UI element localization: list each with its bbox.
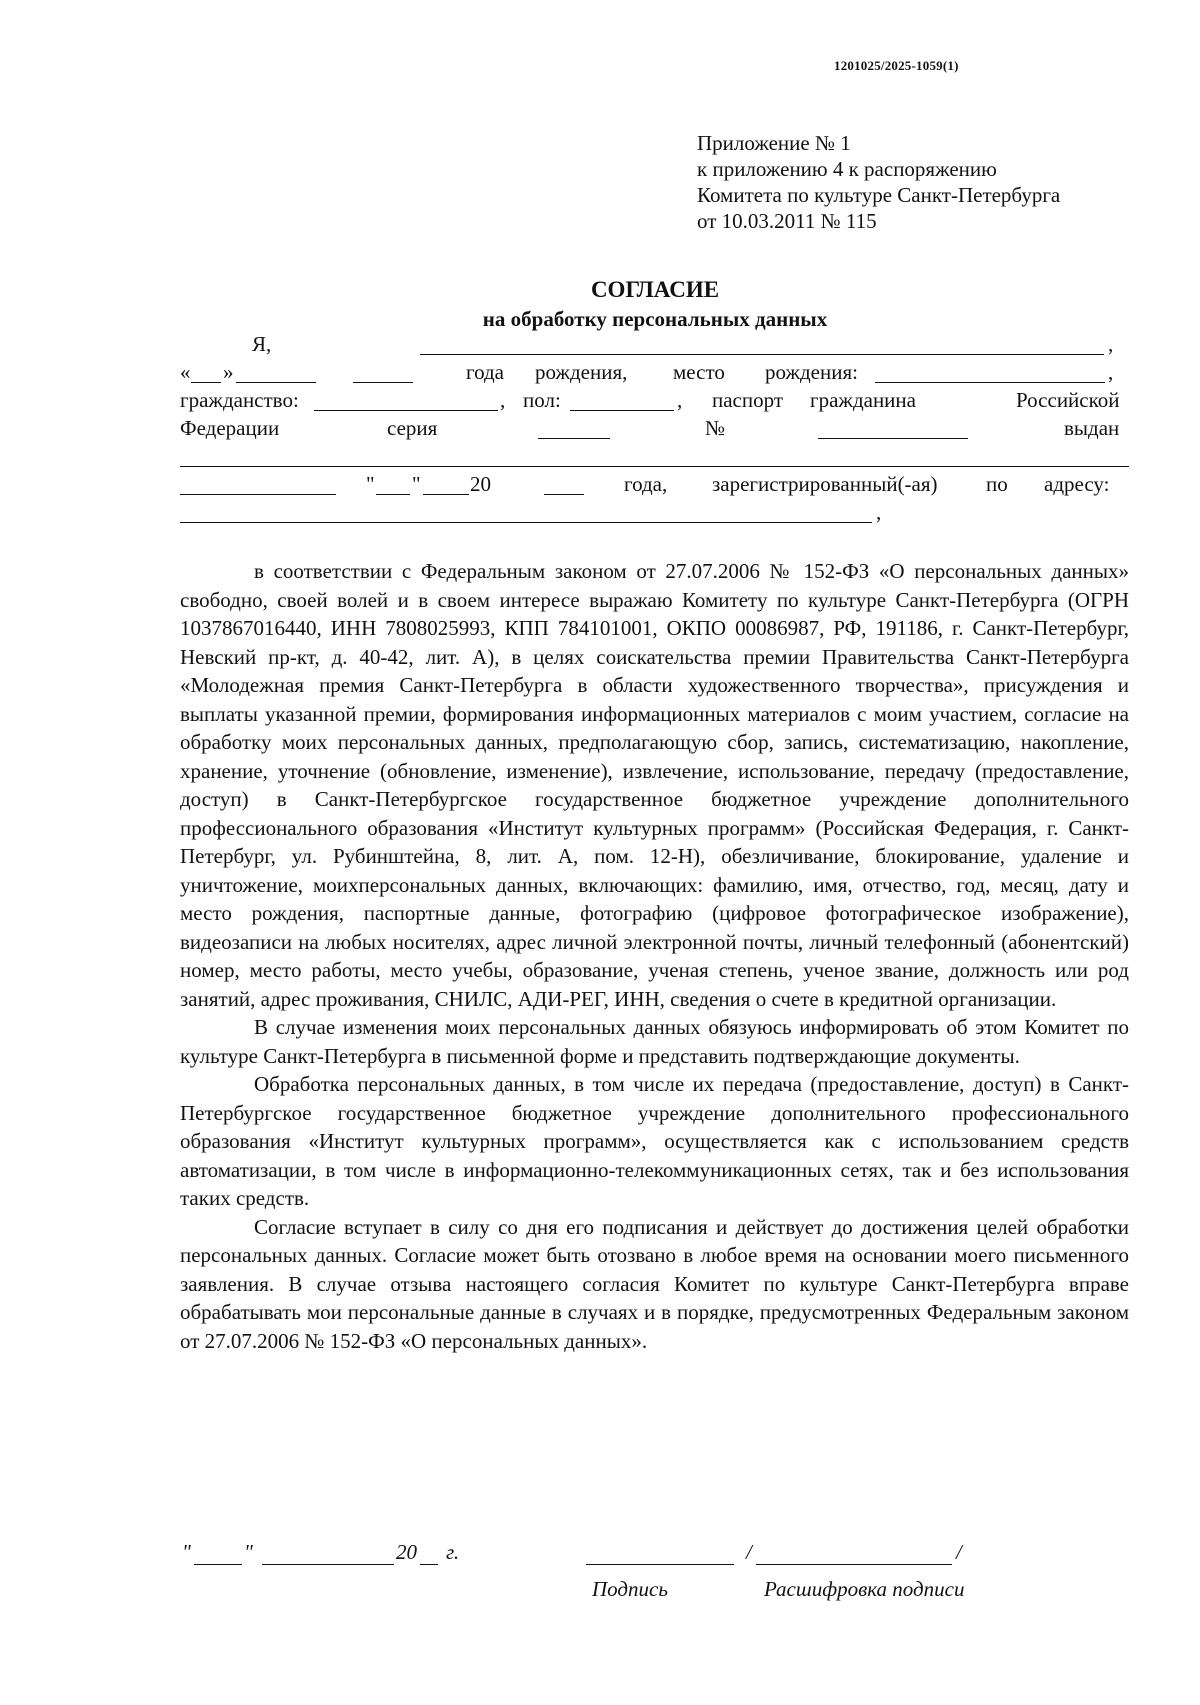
signature-transcript-field[interactable] bbox=[756, 1544, 952, 1565]
comma: , bbox=[1108, 360, 1114, 384]
passport-label: паспорт bbox=[712, 388, 784, 412]
citizenship-label: гражданство: bbox=[180, 388, 299, 412]
signature-field[interactable] bbox=[586, 1544, 734, 1565]
goda-label: года bbox=[466, 360, 504, 384]
issue-month-field[interactable] bbox=[423, 474, 469, 495]
sign-year-field[interactable] bbox=[420, 1544, 438, 1565]
federation-label: Федерации bbox=[180, 416, 280, 440]
sex-label: пол: bbox=[523, 388, 561, 412]
comma: , bbox=[677, 388, 683, 412]
paragraph: В случае изменения моих персональных данных обязуюсь информировать об этом Комитет по культуре Санкт-Петербурга в письменной форме и представить подтверждающие документы. bbox=[180, 1015, 1129, 1068]
slash: / bbox=[746, 1540, 752, 1564]
full-name-field[interactable] bbox=[420, 334, 1104, 355]
appendix-line: к приложению 4 к распоряжению bbox=[697, 157, 997, 181]
comma: , bbox=[1108, 332, 1114, 356]
russian-label: Российской bbox=[1016, 388, 1120, 412]
birth-place-label: рождения: bbox=[765, 360, 858, 384]
quote-mark: " bbox=[244, 1540, 253, 1564]
consent-body bbox=[180, 557, 1129, 1355]
comma: , bbox=[876, 500, 882, 524]
place-label: место bbox=[673, 360, 725, 384]
quote-open: « bbox=[180, 360, 191, 384]
year-prefix: 20 bbox=[470, 472, 491, 496]
sign-month-field[interactable] bbox=[262, 1544, 394, 1565]
passport-number-field[interactable] bbox=[818, 418, 968, 439]
birth-place-field[interactable] bbox=[875, 362, 1105, 383]
birth-month-field[interactable] bbox=[236, 362, 316, 383]
slash: / bbox=[956, 1540, 962, 1564]
passport-series-field[interactable] bbox=[538, 418, 610, 439]
quote-mark: " bbox=[182, 1540, 191, 1564]
issue-day-field[interactable] bbox=[376, 474, 410, 495]
appendix-line: от 10.03.2011 № 115 bbox=[697, 209, 877, 233]
year-prefix: 20 bbox=[396, 1540, 417, 1564]
document-subtitle: на обработку персональных данных bbox=[482, 307, 828, 331]
document-number: 1201025/2025-1059(1) bbox=[834, 58, 959, 73]
appendix-block bbox=[697, 130, 1060, 234]
appendix-line: Комитета по культуре Санкт-Петербурга bbox=[697, 183, 1061, 207]
quote-mark: " bbox=[412, 472, 421, 496]
paragraph: Согласие вступает в силу со дня его подписания и действует до достижения целей обработки персональных данных. Согласие может быть отозвано в любое время на основании моего письменного заявления. В случае отзыва настоящего согласия Комитет по культуре Санкт-Петербурга вправе обрабатывать мои персональные данные в случаях и в порядке, предусмотренных Федеральным законом от 27.07.2006 № 152-ФЗ «О персональных данных». bbox=[180, 1214, 1129, 1353]
birth-label: рождения, bbox=[535, 360, 628, 384]
appendix-line: Приложение № 1 bbox=[697, 131, 851, 155]
address-label: адресу: bbox=[1044, 472, 1110, 496]
comma: , bbox=[500, 388, 506, 412]
issued-label: выдан bbox=[1064, 416, 1120, 440]
citizenship-field[interactable] bbox=[314, 390, 498, 411]
signature-caption: Подпись bbox=[592, 1577, 668, 1601]
year-suffix: г. bbox=[446, 1540, 460, 1564]
document-title: СОГЛАСИЕ bbox=[590, 277, 720, 302]
sex-field[interactable] bbox=[570, 390, 674, 411]
number-sign: № bbox=[705, 416, 726, 440]
birth-year-field[interactable] bbox=[353, 362, 413, 383]
goda-label: года, bbox=[624, 472, 668, 496]
sign-day-field[interactable] bbox=[194, 1544, 242, 1565]
paragraph: в соответствии с Федеральным законом от 27.07.2006 № 152-ФЗ «О персональных данных» свободно, своей волей и в своем интересе выражаю Комитету по культуре Санкт-Петербурга (ОГРН 1037867016440, ИНН 7808025993, КПП 784101001, ОКПО 00086987, РФ, 191186, г. Санкт-Петербург, Невский пр-кт, д. 40-42, лит. А), в целях соискательства премии Правительства Санкт-Петербурга «Молодежная премия Санкт-Петербурга в области художественного творчества», присуждения и выплаты указанной премии, формирования информационных материалов с моим участием, согласие на обработку моих персональных данных, предполагающую сбор, запись, систематизацию, накопление, хранение, уточнение (обновление, изменение), извлечение, использование, передачу (предоставление, доступ) в Санкт-Петербургское государственное бюджетное учреждение дополнительного профессионального образования «Институт культурных программ» (Российская Федерация, г. Санкт-Петербург, ул. Рубинштейна, 8, лит. А, пом. 12-Н), обезличивание, блокирование, удаление и уничтожение, моихперсональных данных, включающих: фамилию, имя, отчество, год, месяц, дату и место рождения, паспортные данные, фотографию (цифровое фотографическое изображение), видеозаписи на любых носителях, адрес личной электронной почты, личный телефонный (абонентский) номер, место работы, место учебы, образование, ученая степень, ученое звание, должность или род занятий, адрес проживания, СНИЛС, АДИ-РЕГ, ИНН, сведения о счете в кредитной организации. bbox=[180, 559, 1129, 1011]
po-label: по bbox=[986, 472, 1008, 496]
signature-transcript-caption: Расшифровка подписи bbox=[764, 1577, 965, 1601]
ya-label: Я, bbox=[252, 332, 272, 356]
issued-by-continued-field[interactable] bbox=[180, 474, 336, 495]
paragraph: Обработка персональных данных, в том числе их передача (предоставление, доступ) в Санкт-Петербургское государственное бюджетное учреждение дополнительного профессионального образования «Институт культурных программ», осуществляется как с использованием средств автоматизации, в том числе в информационно-телекоммуникационных сетях, так и без использования таких средств. bbox=[180, 1072, 1129, 1210]
birth-day-field[interactable] bbox=[191, 362, 221, 383]
series-label: серия bbox=[387, 416, 438, 440]
registered-label: зарегистрированный(-ая) bbox=[712, 472, 938, 496]
issue-year-field[interactable] bbox=[544, 474, 584, 495]
address-field[interactable] bbox=[180, 502, 872, 523]
quote-mark: " bbox=[366, 472, 375, 496]
citizen-label: гражданина bbox=[810, 388, 916, 412]
issued-by-field[interactable] bbox=[180, 446, 1129, 467]
quote-close: » bbox=[223, 360, 234, 384]
